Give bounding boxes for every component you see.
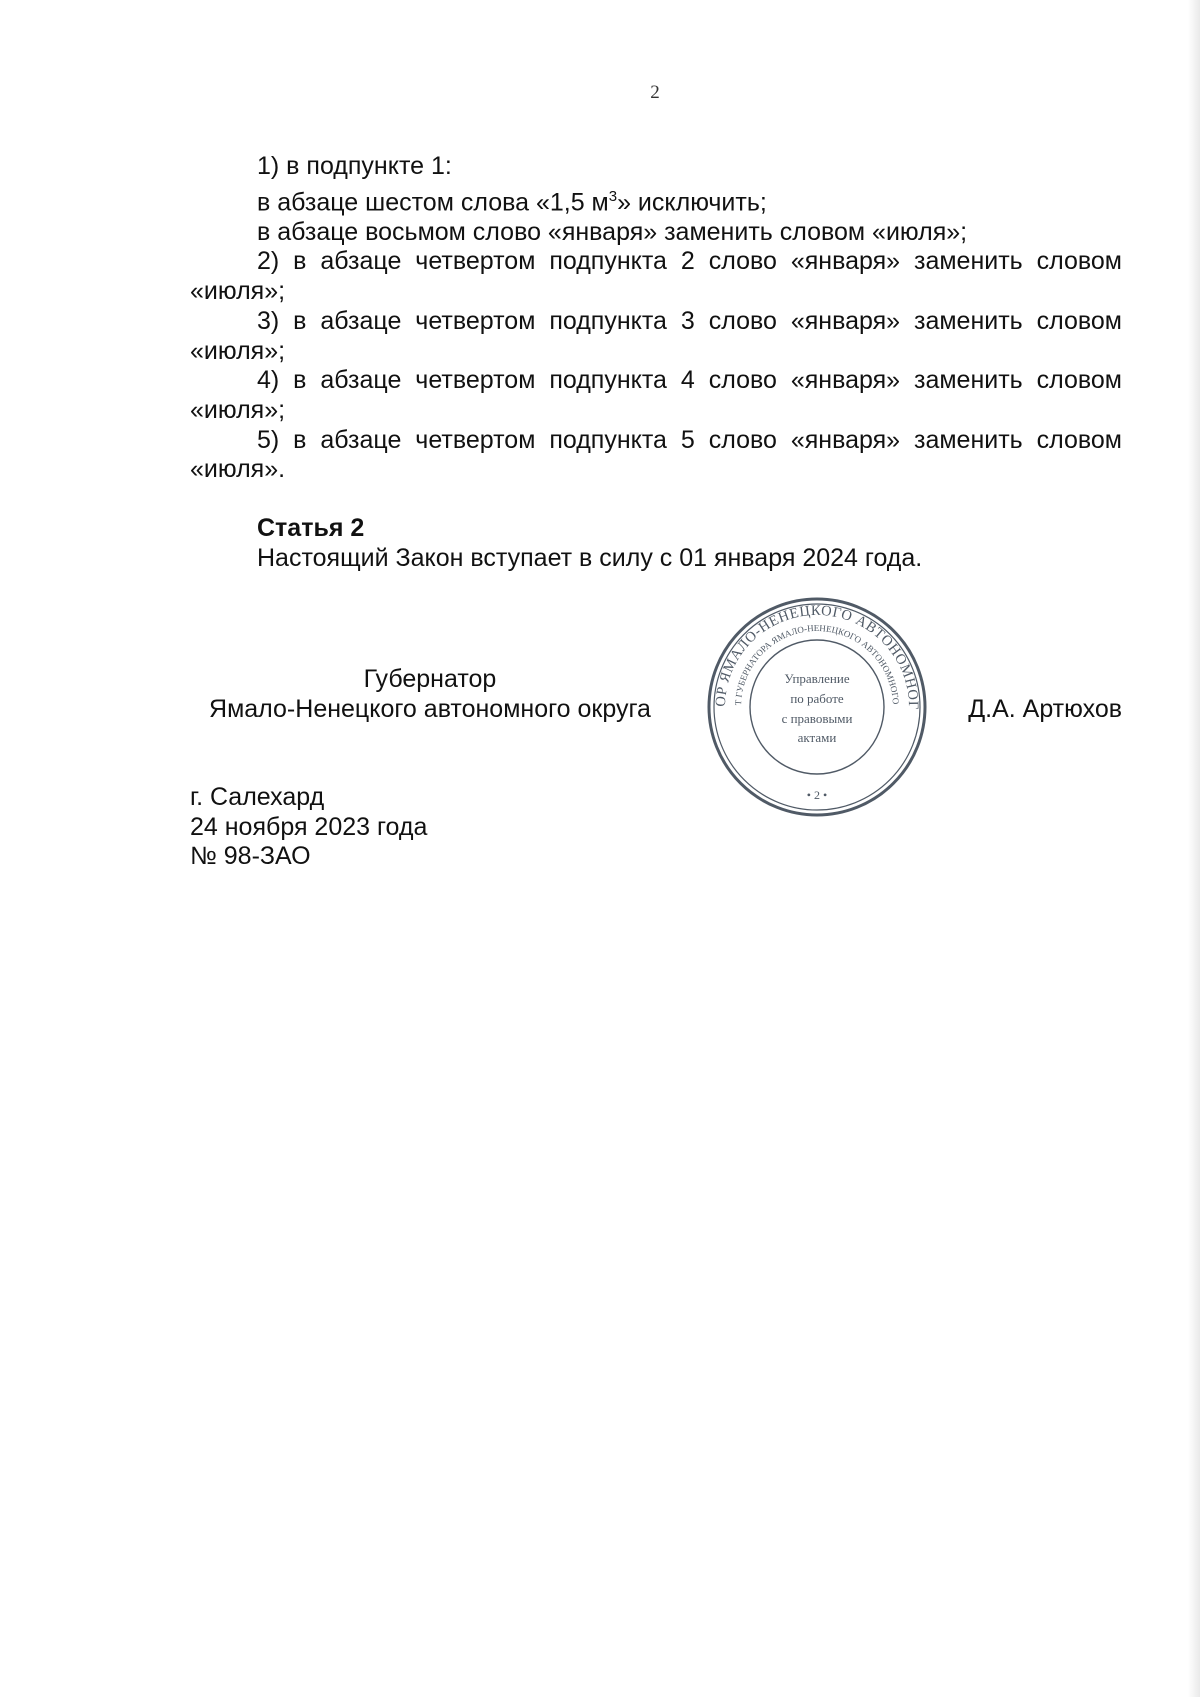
amendment-item-3: 3) в абзаце четвертом подпункта 3 слово «января» заменить словом «июля»; — [190, 306, 1122, 365]
position-region: Ямало-Ненецкого автономного округа — [209, 695, 651, 723]
amendment-item-1-paragraph-6 — [190, 182, 1122, 218]
text-part: » исключить; — [617, 188, 767, 217]
amendment-item-2: 2) в абзаце четвертом подпункта 2 слово «января» заменить словом «июля»; — [190, 247, 1122, 306]
signing-date: 24 ноября 2023 года — [190, 812, 428, 841]
seal-number: • 2 • — [806, 788, 828, 802]
law-number: № 98-ЗАО — [190, 842, 311, 870]
superscript: 3 — [608, 187, 618, 205]
signatory-name: Д.А. Артюхов — [968, 695, 1122, 723]
seal-center-line: с правовыми — [781, 711, 853, 726]
amendment-item-5: 5) в абзаце четвертом подпункта 5 слово «января» заменить словом «июля». — [190, 425, 1122, 484]
signatory-position — [190, 664, 670, 724]
position-title: Губернатор — [363, 665, 497, 693]
official-seal — [703, 593, 931, 821]
seal-graphic — [703, 593, 931, 821]
page-number: 2 — [650, 82, 660, 103]
article-title: Статья 2 — [257, 514, 365, 543]
seal-center-line: Управление — [784, 671, 850, 686]
amendment-item-1-paragraph-8: в абзаце восьмом слово «января» заменить словом «июля»; — [257, 217, 968, 246]
text-part: в абзаце шестом слова «1,5 м — [257, 188, 609, 217]
amendment-item-4: 4) в абзаце четвертом подпункта 4 слово «января» заменить словом «июля»; — [190, 366, 1122, 424]
city: г. Салехард — [190, 783, 325, 811]
seal-outer-text: ОР ЯМАЛО-НЕНЕЦКОГО АВТОНОМНОГ — [712, 602, 922, 710]
article-text: Настоящий Закон вступает в силу с 01 января 2024 года. — [257, 543, 923, 572]
amendments-text — [190, 152, 1122, 573]
page-edge-shadow — [1188, 0, 1200, 1697]
seal-center-line: по работе — [790, 691, 844, 706]
place-and-date — [190, 783, 427, 872]
seal-center-line: актами — [797, 730, 837, 745]
signature-block — [190, 660, 1122, 730]
seal-inner-text: Т ГУБЕРНАТОРА ЯМАЛО-НЕНЕЦКОГО АВТОНОМНОГО — [732, 622, 902, 706]
amendment-item-1: 1) в подпункте 1: — [257, 152, 452, 180]
